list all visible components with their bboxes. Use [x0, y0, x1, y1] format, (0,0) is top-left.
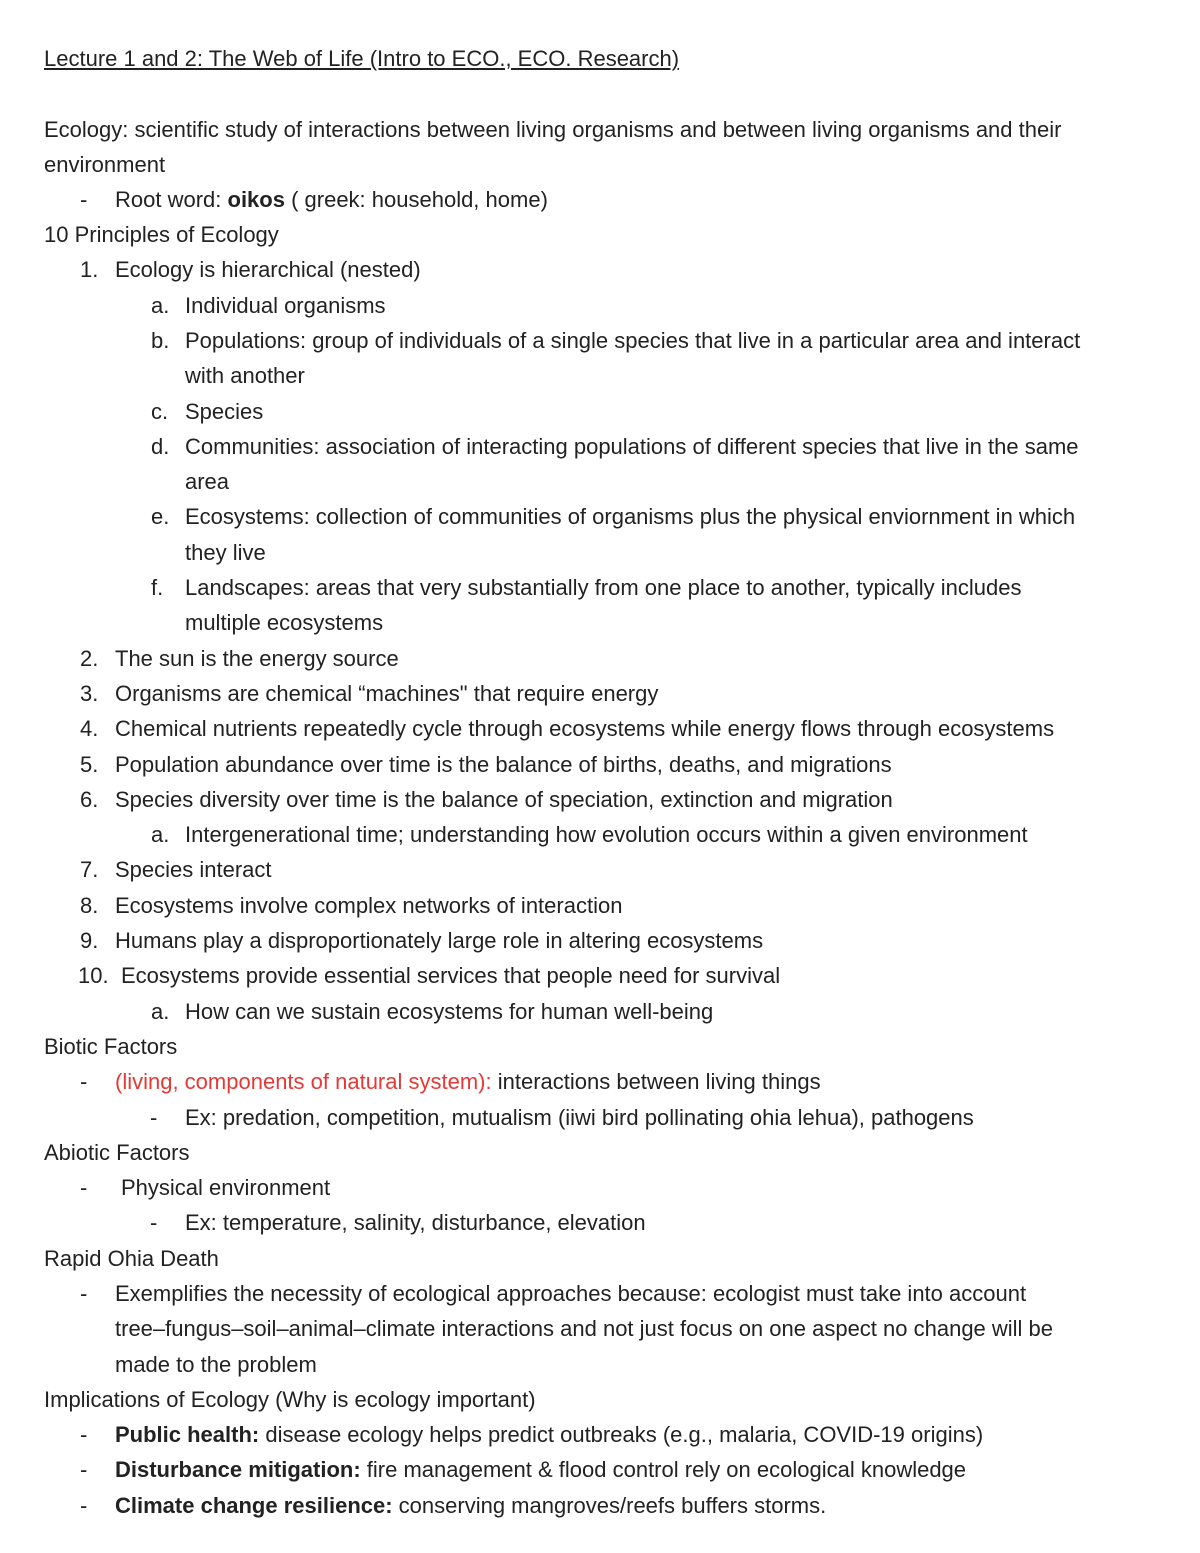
rod-text-cont: tree–fungus–soil–animal–climate interactions and not just focus on one aspect no change will be	[115, 1316, 1054, 1341]
list-number: 9.	[80, 928, 99, 953]
principle-7: Species interact	[115, 857, 272, 882]
principle-6: Species diversity over time is the balance of speciation, extinction and migration	[115, 787, 893, 812]
ecology-definition-cont: environment	[44, 152, 166, 177]
implication-term: Public health:	[115, 1422, 260, 1447]
implication-public-health	[115, 1422, 983, 1448]
ecology-definition-line	[44, 117, 1061, 143]
ecology-term: Ecology	[44, 117, 123, 142]
list-number: 6.	[80, 787, 99, 812]
list-letter: a.	[151, 999, 170, 1024]
principle-9: Humans play a disproportionately large role in altering ecosystems	[115, 928, 764, 953]
bullet-marker: -	[150, 1210, 158, 1235]
list-number: 3.	[80, 681, 99, 706]
list-letter: a.	[151, 822, 170, 847]
biotic-heading: Biotic Factors	[44, 1034, 178, 1059]
principle-1b-cont: with another	[185, 363, 305, 388]
principle-6a: Intergenerational time; understanding how evolution occurs within a given environment	[185, 822, 1028, 847]
list-number: 7.	[80, 857, 99, 882]
root-word-line	[115, 187, 548, 213]
bullet-marker: -	[80, 1175, 88, 1200]
list-letter: f.	[151, 575, 164, 600]
bullet-marker: -	[80, 1457, 88, 1482]
bullet-marker: -	[80, 1422, 88, 1447]
principle-4: Chemical nutrients repeatedly cycle through ecosystems while energy flows through ecosystems	[115, 716, 1055, 741]
root-word: oikos	[227, 187, 285, 212]
principle-1a: Individual organisms	[185, 293, 386, 318]
rod-heading: Rapid Ohia Death	[44, 1246, 219, 1271]
list-letter: d.	[151, 434, 170, 459]
principle-2: The sun is the energy source	[115, 646, 399, 671]
rod-text: Exemplifies the necessity of ecological approaches because: ecologist must take into account	[115, 1281, 1027, 1306]
bullet-marker: -	[80, 1493, 88, 1518]
page-title: Lecture 1 and 2: The Web of Life (Intro to ECO., ECO. Research)	[44, 46, 680, 71]
principle-1f-cont: multiple ecosystems	[185, 610, 384, 635]
bullet-marker: -	[80, 1069, 88, 1094]
root-word-suffix: ( greek: household, home)	[284, 187, 548, 212]
biotic-examples: Ex: predation, competition, mutualism (iiwi bird pollinating ohia lehua), pathogens	[185, 1105, 974, 1130]
list-letter: a.	[151, 293, 170, 318]
abiotic-heading: Abiotic Factors	[44, 1140, 190, 1165]
root-word-prefix: Root word:	[115, 187, 228, 212]
list-letter: b.	[151, 328, 170, 353]
implication-text: fire management & flood control rely on ecological knowledge	[360, 1457, 967, 1482]
principle-3: Organisms are chemical “machines" that require energy	[115, 681, 659, 706]
implication-disturbance	[115, 1457, 966, 1483]
implication-term: Disturbance mitigation:	[115, 1457, 361, 1482]
principle-10a: How can we sustain ecosystems for human well-being	[185, 999, 714, 1024]
principle-1e-cont: they live	[185, 540, 266, 565]
biotic-text: interactions between living things	[491, 1069, 821, 1094]
abiotic-examples: Ex: temperature, salinity, disturbance, elevation	[185, 1210, 646, 1235]
principle-1e: Ecosystems: collection of communities of organisms plus the physical enviornment in which	[185, 504, 1076, 529]
implication-climate	[115, 1493, 826, 1519]
implications-heading: Implications of Ecology (Why is ecology important)	[44, 1387, 536, 1412]
list-number: 4.	[80, 716, 99, 741]
list-number: 1.	[80, 257, 99, 282]
implication-term: Climate change resilience:	[115, 1493, 393, 1518]
bullet-marker: -	[80, 187, 88, 212]
principle-8: Ecosystems involve complex networks of interaction	[115, 893, 623, 918]
principles-heading: 10 Principles of Ecology	[44, 222, 279, 247]
principle-10: Ecosystems provide essential services that people need for survival	[121, 963, 781, 988]
biotic-highlight: (living, components of natural system):	[115, 1069, 492, 1094]
principle-5: Population abundance over time is the balance of births, deaths, and migrations	[115, 752, 892, 777]
rod-text-cont: made to the problem	[115, 1352, 317, 1377]
principle-1d-cont: area	[185, 469, 230, 494]
principle-1c: Species	[185, 399, 264, 424]
list-number: 10.	[78, 963, 109, 988]
principle-1f: Landscapes: areas that very substantially from one place to another, typically includes	[185, 575, 1022, 600]
principle-1b: Populations: group of individuals of a single species that live in a particular area and interact	[185, 328, 1081, 353]
abiotic-definition: Physical environment	[121, 1175, 331, 1200]
ecology-definition: : scientific study of interactions between living organisms and between living organisms and their	[122, 117, 1062, 142]
list-letter: e.	[151, 504, 170, 529]
biotic-definition	[115, 1069, 821, 1095]
implication-text: conserving mangroves/reefs buffers storms.	[392, 1493, 827, 1518]
list-number: 5.	[80, 752, 99, 777]
list-number: 8.	[80, 893, 99, 918]
bullet-marker: -	[150, 1105, 158, 1130]
bullet-marker: -	[80, 1281, 88, 1306]
list-number: 2.	[80, 646, 99, 671]
principle-1: Ecology is hierarchical (nested)	[115, 257, 421, 282]
list-letter: c.	[151, 399, 169, 424]
principle-1d: Communities: association of interacting populations of different species that live in the same	[185, 434, 1079, 459]
implication-text: disease ecology helps predict outbreaks (e.g., malaria, COVID-19 origins)	[259, 1422, 984, 1447]
